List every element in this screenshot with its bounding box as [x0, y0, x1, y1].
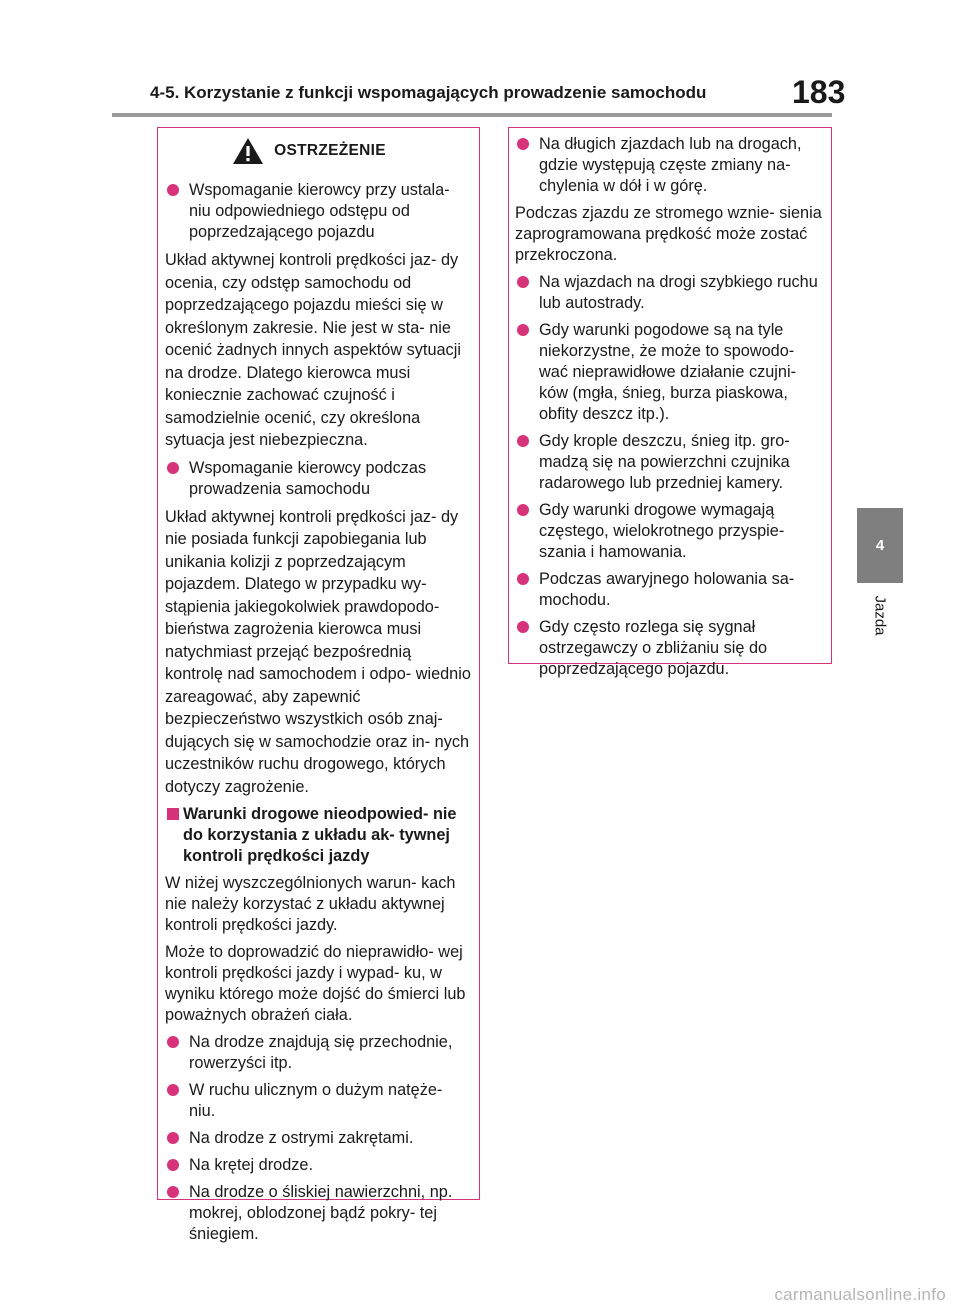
bullet-dot [167, 184, 179, 196]
list-item-text: Na drodze z ostrymi zakrętami. [189, 1129, 414, 1147]
list-item [515, 134, 825, 197]
paragraph: Układ aktywnej kontroli prędkości jaz- dy ocenia, czy odstęp samochodu od poprzedzającego pojazdu mieści się w określonym zakresie. Nie jest w sta- nie ocenić żadnych innych aspektów sytuacji na drodze. Dlatego kierowca musi koniecznie zachować czujność i samodzielnie ocenić, czy określona sytuacja jest niebezpieczna. [165, 251, 461, 449]
paragraph: Może to doprowadzić do nieprawidło- wej kontroli prędkości jazdy i wypad- ku, w wyniku którego może dojść do śmierci lub poważnych obrażeń ciała. [165, 943, 466, 1024]
bullet-dot [167, 1159, 179, 1171]
warning-content-left [165, 180, 473, 1245]
warning-box-right [508, 127, 832, 678]
list-item [165, 180, 473, 243]
list-item [515, 500, 825, 563]
chapter-number: 4 [875, 537, 885, 554]
bullet-dot [167, 1132, 179, 1144]
list-item-text: Na wjazdach na drogi szybkiego ruchu lub autostrady. [539, 273, 818, 312]
warning-heading-label: OSTRZEŻENIE [274, 142, 386, 159]
list-item-text: Na długich zjazdach lub na drogach, gdzie występują częste zmiany na- chylenia w dół i w górę. [539, 135, 802, 195]
header-rule [112, 113, 832, 117]
chapter-tab[interactable] [857, 508, 903, 583]
paragraph: Układ aktywnej kontroli prędkości jaz- dy nie posiada funkcji zapobiegania lub unikania kolizji z poprzedzającym pojazdem. Dlatego w przypadku wy- stąpienia jakiegokolwiek prawdopodo- bieństwa zagrożenia kierowca musi natychmiast przejąć bezpośrednią kontrolę nad samochodem i odpo- wiednio zareagować, aby zapewnić bezpieczeństwo wszystkich osób znaj- dujących się w samochodzie oraz in- nych uczestników ruchu drogowego, których dotyczy zagrożenie. [165, 507, 471, 796]
list-item [165, 458, 473, 500]
square-bullet [167, 808, 179, 820]
list-item-text: Wspomaganie kierowcy podczas prowadzenia samochodu [189, 458, 427, 498]
list-item [165, 1182, 473, 1245]
bullet-dot [517, 276, 529, 288]
bullet-dot [517, 138, 529, 150]
list-item [165, 1080, 473, 1122]
warning-heading [165, 128, 473, 174]
list-item [165, 1032, 473, 1074]
list-item-text: Podczas awaryjnego holowania sa- mochodu. [539, 570, 795, 609]
list-item [515, 617, 825, 680]
list-item [165, 1128, 473, 1149]
list-item-text: Na drodze znajdują się przechodnie, rowerzyści itp. [189, 1033, 453, 1072]
list-item-text: W ruchu ulicznym o dużym natęże- niu. [189, 1081, 443, 1120]
paragraph: Podczas zjazdu ze stromego wznie- sienia zaprogramowana prędkość może zostać przekroczona. [515, 204, 822, 264]
list-item [165, 1155, 473, 1176]
bullet-dot [167, 1186, 179, 1198]
page-number: 183 [792, 74, 846, 110]
paragraph: W niżej wyszczególnionych warun- kach nie należy korzystać z układu aktywnej kontroli prędkości jazdy. [165, 874, 456, 934]
list-item-text: Na krętej drodze. [189, 1156, 313, 1174]
list-item-text: Wspomaganie kierowcy przy ustala- niu odpowiedniego odstępu od poprzedzającego pojazdu [189, 181, 450, 241]
bullet-dot [517, 324, 529, 336]
bullet-dot [517, 573, 529, 585]
section-title: 4-5. Korzystanie z funkcji wspomagających prowadzenie samochodu [150, 83, 707, 102]
chapter-label-text: Jazda [871, 594, 889, 636]
bullet-dot [517, 621, 529, 633]
subsection-heading [165, 804, 473, 867]
chapter-label [857, 585, 903, 645]
list-item-text: Gdy krople deszczu, śnieg itp. gro- madzą się na powierzchni czujnika radarowego lub przedniej kamery. [539, 432, 790, 492]
bullet-dot [167, 1084, 179, 1096]
list-item [515, 431, 825, 494]
warning-box-left [157, 127, 480, 1243]
subsection-heading-text: Warunki drogowe nieodpowied- nie do korzystania z układu ak- tywnej kontroli prędkości jazdy [183, 805, 457, 865]
bullet-dot [167, 1036, 179, 1048]
list-item-text: Gdy często rozlega się sygnał ostrzegawczy o zbliżaniu się do poprzedzającego pojazdu. [539, 618, 768, 678]
list-item-text: Gdy warunki drogowe wymagają częstego, wielokrotnego przyspie- szania i hamowania. [539, 501, 785, 561]
list-item [515, 320, 825, 425]
bullet-dot [517, 435, 529, 447]
warning-triangle-icon [232, 137, 264, 165]
watermark: carmanualsonline.info [774, 1285, 946, 1304]
bullet-dot [167, 462, 179, 474]
list-item [515, 272, 825, 314]
warning-content-right [515, 134, 825, 680]
bullet-dot [517, 504, 529, 516]
list-item [515, 569, 825, 611]
list-item-text: Na drodze o śliskiej nawierzchni, np. mokrej, oblodzonej bądź pokry- tej śniegiem. [189, 1183, 453, 1243]
list-item-text: Gdy warunki pogodowe są na tyle niekorzystne, że może to spowodo- wać nieprawidłowe działanie czujni- ków (mgła, śnieg, burza piaskowa, obfity deszcz itp.). [539, 321, 797, 423]
